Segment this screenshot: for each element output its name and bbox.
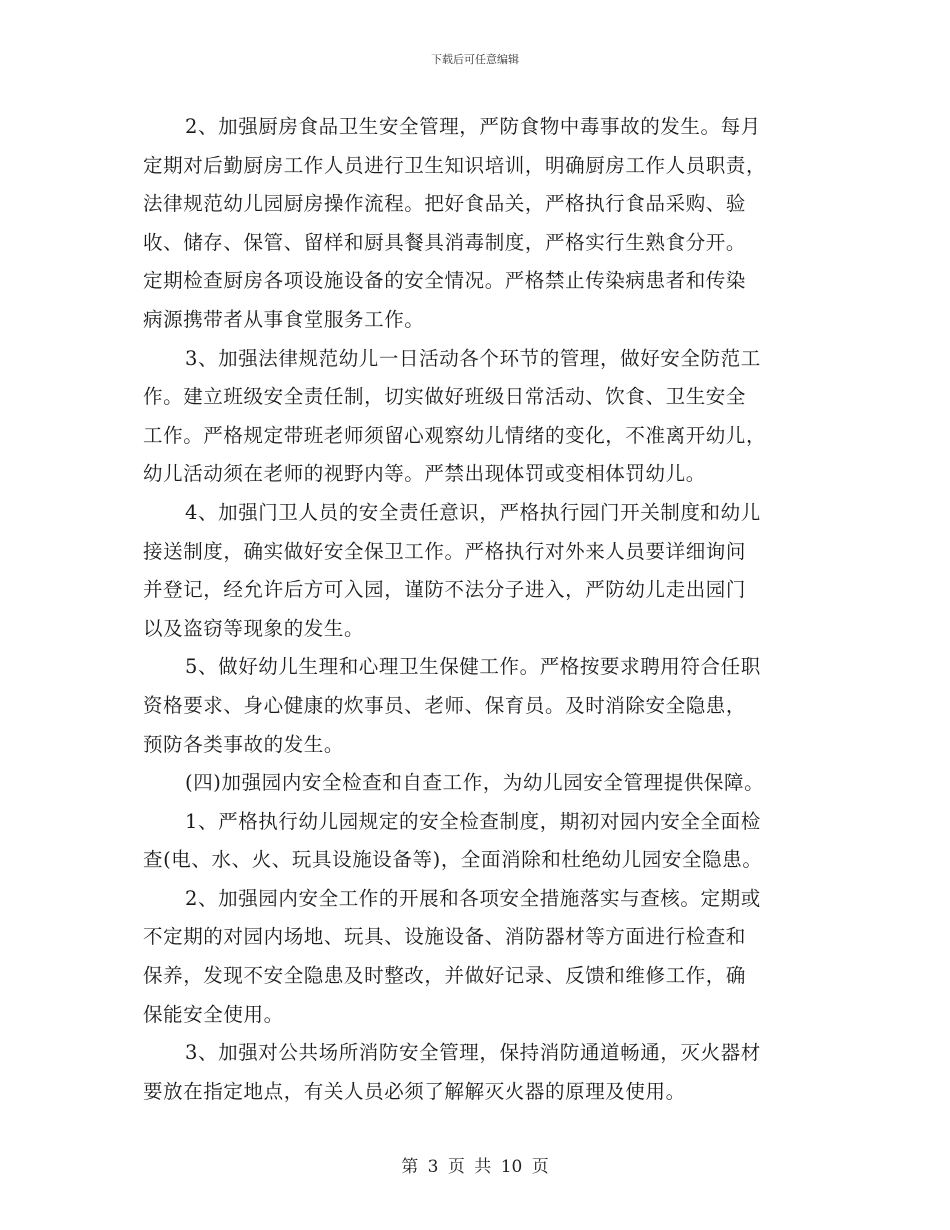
text-line: 以及盗窃等现象的发生。 xyxy=(143,616,365,640)
text-line: 保养，发现不安全隐患及时整改，并做好记录、反馈和维修工作，确 xyxy=(143,964,747,988)
text-line: 要放在指定地点，有关人员必须了解解灭火器的原理及使用。 xyxy=(143,1079,686,1103)
text-line: 4、加强门卫人员的安全责任意识，严格执行园门开关制度和幼儿 xyxy=(185,500,761,524)
text-line: (四)加强园内安全检查和自查工作，为幼儿园安全管理提供保障。 xyxy=(185,771,765,795)
text-line: 3、加强法律规范幼儿一日活动各个环节的管理，做好安全防范工 xyxy=(185,346,761,370)
text-line: 预防各类事故的发生。 xyxy=(143,732,345,756)
paragraph xyxy=(143,880,811,1034)
text-line: 接送制度，确实做好安全保卫工作。严格执行对外来人员要详细询问 xyxy=(143,539,747,563)
text-line: 收、储存、保管、留样和厨具餐具消毒制度，严格实行生熟食分开。 xyxy=(143,230,747,254)
text-line: 不定期的对园内场地、玩具、设施设备、消防器材等方面进行检查和 xyxy=(143,925,747,949)
page-number: 第 3 页 共 10 页 xyxy=(401,1157,549,1177)
text-line: 保能安全使用。 xyxy=(143,1002,284,1026)
text-line: 病源携带者从事食堂服务工作。 xyxy=(143,307,425,331)
document-body xyxy=(143,108,811,1111)
text-line: 定期检查厨房各项设施设备的安全情况。严格禁止传染病患者和传染 xyxy=(143,269,747,293)
paragraph xyxy=(143,803,811,880)
text-line: 2、加强厨房食品卫生安全管理，严防食物中毒事故的发生。每月 xyxy=(185,115,761,138)
paragraph xyxy=(143,1034,811,1111)
text-line: 作。建立班级安全责任制，切实做好班级日常活动、饮食、卫生安全 xyxy=(143,385,747,409)
paragraph xyxy=(143,648,811,764)
text-line: 工作。严格规定带班老师须留心观察幼儿情绪的变化，不准离开幼儿， xyxy=(143,423,767,447)
text-line: 1、严格执行幼儿园规定的安全检查制度，期初对园内安全全面检 xyxy=(185,809,761,833)
text-line: 幼儿活动须在老师的视野内等。严禁出现体罚或变相体罚幼儿。 xyxy=(143,462,706,486)
text-line: 2、加强园内安全工作的开展和各项安全措施落实与查核。定期或 xyxy=(185,886,761,910)
text-line: 5、做好幼儿生理和心理卫生保健工作。严格按要求聘用符合任职 xyxy=(185,655,761,679)
section-heading xyxy=(143,764,811,803)
paragraph xyxy=(143,494,811,648)
page-header: 下载后可任意编辑 xyxy=(431,53,519,66)
text-line: 3、加强对公共场所消防安全管理，保持消防通道畅通，灭火器材 xyxy=(185,1041,761,1065)
paragraph xyxy=(143,340,811,494)
text-line: 资格要求、身心健康的炊事员、老师、保育员。及时消除安全隐患， xyxy=(143,693,747,717)
text-line: 查(电、水、火、玩具设施设备等)，全面消除和杜绝幼儿园安全隐患。 xyxy=(143,848,763,872)
text-line: 定期对后勤厨房工作人员进行卫生知识培训，明确厨房工作人员职责， xyxy=(143,153,767,177)
text-line: 法律规范幼儿园厨房操作流程。把好食品关，严格执行食品采购、验 xyxy=(143,192,747,216)
paragraph xyxy=(143,108,811,340)
text-line: 并登记，经允许后方可入园，谨防不法分子进入，严防幼儿走出园门 xyxy=(143,578,747,602)
